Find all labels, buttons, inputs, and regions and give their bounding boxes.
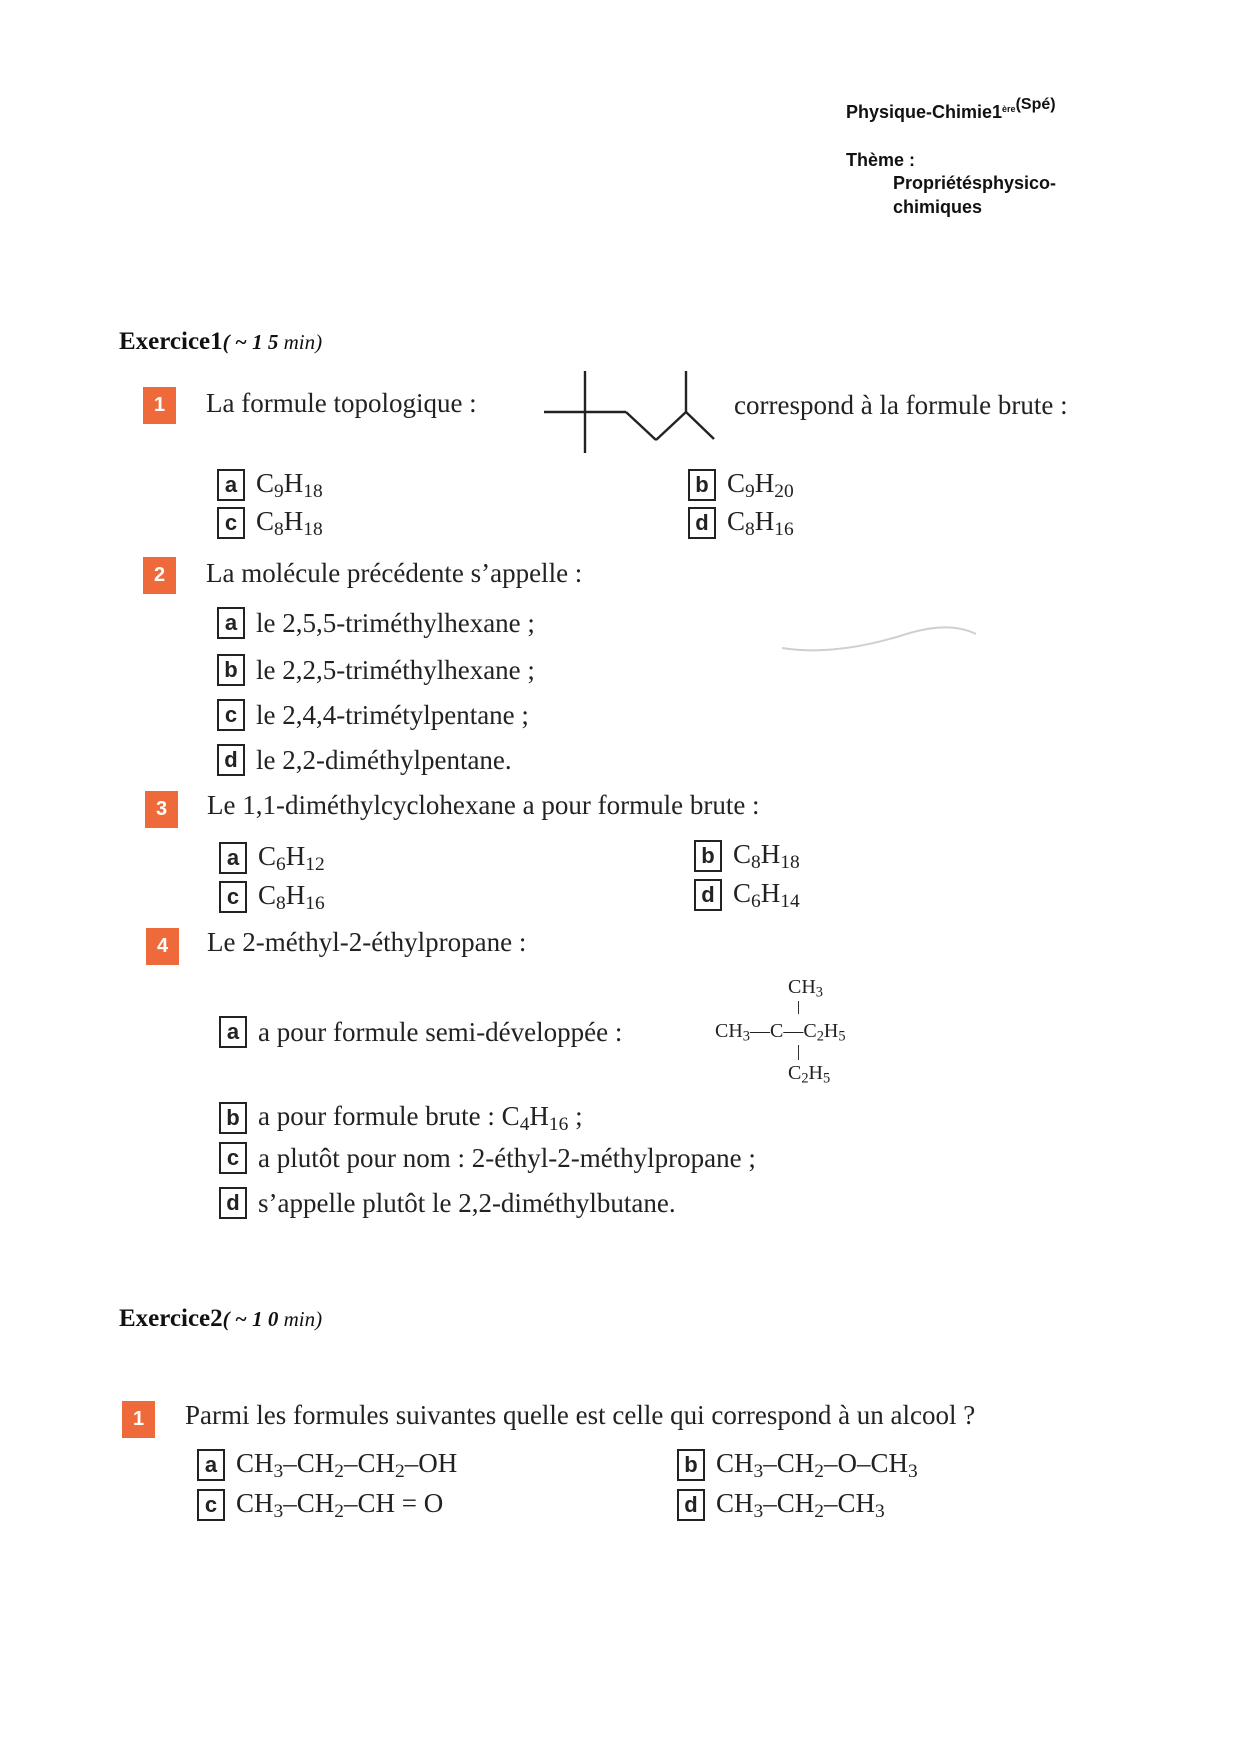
question-number-badge: 3 <box>145 791 178 828</box>
exercise1-title-text: Exercice1 <box>119 328 223 355</box>
question-number-badge: 1 <box>122 1401 155 1438</box>
ex1-q1-option-b[interactable] <box>688 468 794 503</box>
pencil-stroke <box>780 618 980 658</box>
question1-text: La formule topologique : <box>206 388 477 418</box>
question4-text: Le 2-méthyl-2-éthylpropane : <box>207 927 527 957</box>
ex1-q4-option-a[interactable] <box>219 1016 622 1048</box>
checkbox-c[interactable]: c <box>219 1142 247 1174</box>
checkbox-b[interactable]: b <box>677 1449 705 1481</box>
option-label: $C_8H_{18}$ <box>733 839 800 873</box>
ex1-q2-option-d[interactable] <box>217 744 512 776</box>
ex1-q1-option-a[interactable] <box>217 468 323 503</box>
ex2-question1-text: Parmi les formules suivantes quelle est celle qui correspond à un alcool ? <box>185 1400 976 1430</box>
checkbox-c[interactable]: c <box>197 1489 225 1521</box>
exercise1-title <box>119 328 322 356</box>
checkbox-d[interactable]: d <box>219 1187 247 1219</box>
ex1-q3-option-b[interactable] <box>694 839 800 874</box>
question1-text-after: correspond à la formule brute : <box>734 390 1068 420</box>
checkbox-b[interactable]: b <box>688 469 716 501</box>
exercise2-title-text: Exercice2 <box>119 1305 223 1332</box>
option-label: a pour formule brute : $C_4H_{16}$ ; <box>258 1101 583 1135</box>
option-label: le 2,5,5-triméthylhexane ; <box>256 607 535 638</box>
option-label: le 2,2,5-triméthylhexane ; <box>256 654 535 685</box>
ex1-q1-option-d[interactable] <box>688 506 794 541</box>
option-label: $CH_3-CH_2-CH_2-OH$ <box>236 1448 458 1482</box>
subject-heading <box>846 96 1056 123</box>
formula-bond-bottom <box>798 1045 799 1060</box>
exercise1-duration: ( ~ 1 5 min) <box>222 330 323 354</box>
checkbox-b[interactable]: b <box>217 654 245 686</box>
option-label: s’appelle plutôt le 2,2-diméthylbutane. <box>258 1187 676 1218</box>
ex1-q4-option-d[interactable] <box>219 1187 676 1219</box>
checkbox-d[interactable]: d <box>217 744 245 776</box>
option-label: $C_6H_{14}$ <box>733 878 800 912</box>
option-label: $C_9H_{20}$ <box>727 468 794 502</box>
ex1-q2-option-c[interactable] <box>217 699 529 731</box>
ex2-q1-option-c[interactable] <box>197 1488 443 1523</box>
option-label: $CH_3-CH_2-O-CH_3$ <box>716 1448 918 1482</box>
ex1-q4-option-c[interactable] <box>219 1142 756 1174</box>
formula-bond-top <box>798 1001 799 1014</box>
checkbox-b[interactable]: b <box>694 840 722 872</box>
option-label: $C_6H_{12}$ <box>258 841 325 875</box>
checkbox-d[interactable]: d <box>688 507 716 539</box>
theme-line-2: chimiques <box>893 197 983 217</box>
question3-text: Le 1,1-diméthylcyclohexane a pour formule brute : <box>207 790 760 820</box>
checkbox-c[interactable]: c <box>219 881 247 913</box>
theme-label: Thème : <box>846 150 916 170</box>
skeletal-formula <box>540 367 720 457</box>
option-label: le 2,2-diméthylpentane. <box>256 744 512 775</box>
ex1-q2-option-b[interactable] <box>217 654 535 686</box>
option-label: $C_9H_{18}$ <box>256 468 323 502</box>
option-label: $C_8H_{18}$ <box>256 506 323 540</box>
ex1-q3-option-d[interactable] <box>694 878 800 913</box>
question2-text: La molécule précédente s’appelle : <box>206 558 583 588</box>
checkbox-b[interactable]: b <box>219 1102 247 1134</box>
ex1-q1-option-c[interactable] <box>217 506 323 541</box>
option-label: $C_8H_{16}$ <box>258 880 325 914</box>
option-label: $CH_3-CH_2-CH_3$ <box>716 1488 885 1522</box>
checkbox-d[interactable]: d <box>694 879 722 911</box>
option-label: $C_8H_{16}$ <box>727 506 794 540</box>
question-number-badge: 2 <box>143 557 176 594</box>
checkbox-a[interactable]: a <box>217 607 245 639</box>
ex1-q2-option-a[interactable] <box>217 607 535 639</box>
ex1-q4-option-b[interactable] <box>219 1101 583 1136</box>
exercise2-duration: ( ~ 1 0 min) <box>222 1307 323 1331</box>
checkbox-a[interactable]: a <box>217 469 245 501</box>
question-number-badge: 4 <box>146 928 179 965</box>
option-label: a pour formule semi-développée : <box>258 1016 623 1047</box>
checkbox-a[interactable]: a <box>219 1016 247 1048</box>
option-label: a plutôt pour nom : 2-éthyl-2-méthylpropane ; <box>258 1142 756 1173</box>
ex2-q1-option-b[interactable] <box>677 1448 918 1483</box>
checkbox-c[interactable]: c <box>217 507 245 539</box>
option-label: $CH_3-CH_2-CH = O$ <box>236 1488 444 1522</box>
checkbox-a[interactable]: a <box>219 842 247 874</box>
checkbox-d[interactable]: d <box>677 1489 705 1521</box>
formula-top-group: $CH_3$ <box>788 976 823 1001</box>
ex1-q3-option-c[interactable] <box>219 880 325 915</box>
formula-middle-row: $CH_3—C—C_2H_5$ <box>715 1020 846 1045</box>
ex2-q1-option-a[interactable] <box>197 1448 457 1483</box>
theme-line-1: Propriétésphysico- <box>893 173 1057 193</box>
subject-level: ère <box>1002 104 1016 114</box>
option-label: le 2,4,4-trimétylpentane ; <box>256 699 529 730</box>
ex2-q1-option-d[interactable] <box>677 1488 885 1523</box>
subject-name: Physique-Chimie1 <box>846 102 1003 122</box>
checkbox-c[interactable]: c <box>217 699 245 731</box>
ex1-q3-option-a[interactable] <box>219 841 325 876</box>
formula-bottom-group: $C_2H_5$ <box>788 1062 831 1087</box>
subject-spe: (Spé) <box>1015 96 1056 113</box>
exercise2-title <box>119 1305 322 1333</box>
checkbox-a[interactable]: a <box>197 1449 225 1481</box>
question-number-badge: 1 <box>143 387 176 424</box>
